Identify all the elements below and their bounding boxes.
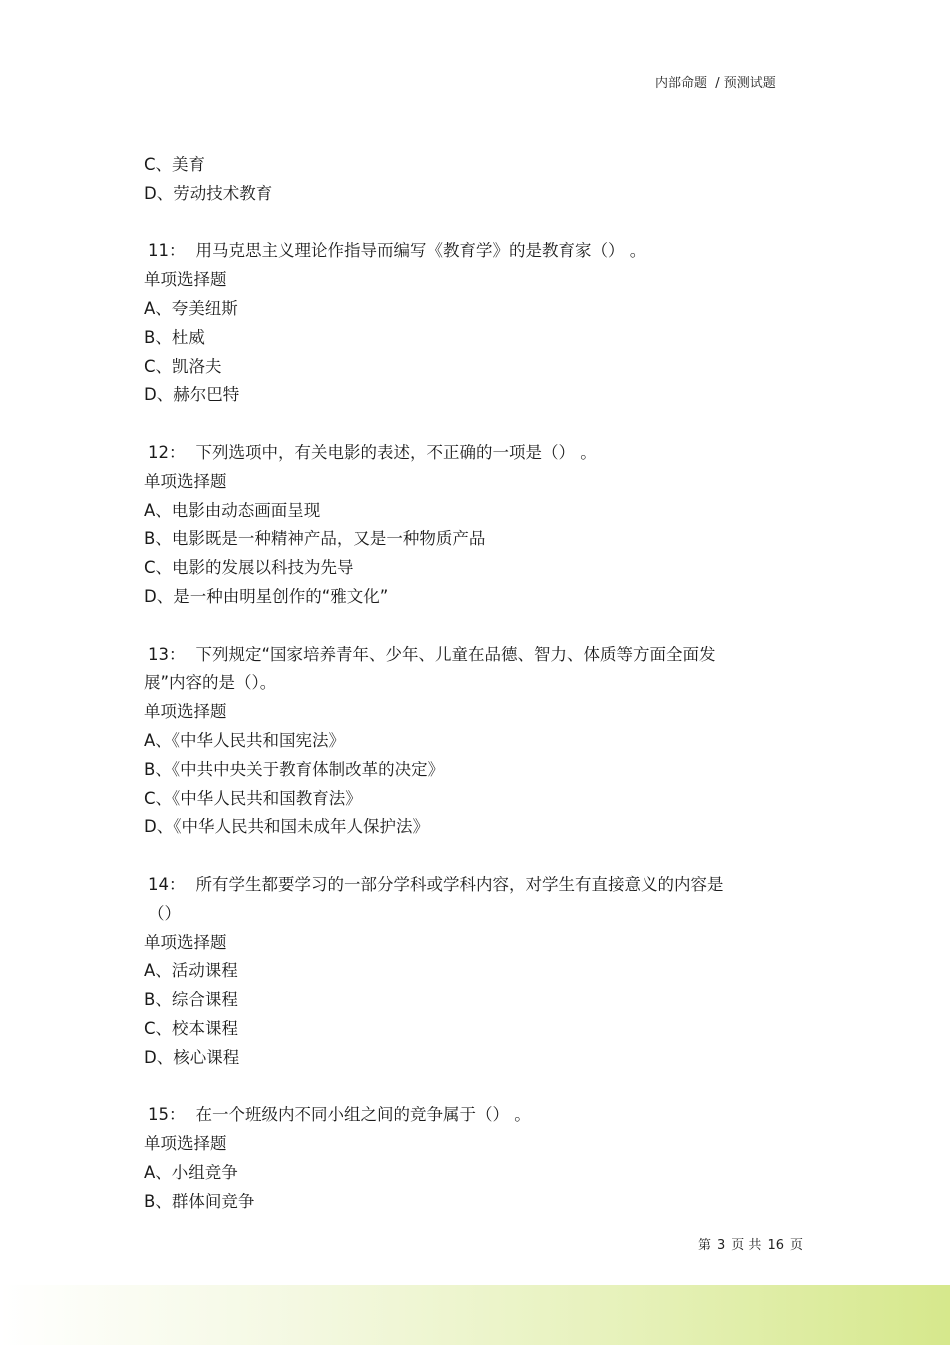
question-type: 单项选择题: [144, 270, 227, 290]
footer-suffix: 页: [789, 1238, 803, 1253]
option-d: D、是一种由明星创作的“雅文化”: [144, 586, 389, 606]
question-13: [144, 641, 784, 843]
option-a: A、小组竞争: [144, 1162, 238, 1182]
option-b: B、《中共中央关于教育体制改革的决定》: [144, 759, 445, 779]
question-number: 12：: [148, 442, 186, 462]
option-b: B、杜威: [144, 327, 205, 347]
document-content: [144, 151, 784, 1216]
option-d: D、《中华人民共和国未成年人保护法》: [144, 817, 429, 837]
question-11: [144, 237, 784, 410]
option-b: B、综合课程: [144, 990, 238, 1010]
option-d-prev: D、劳动技术教育: [144, 183, 273, 203]
question-text: [144, 641, 784, 670]
option-d: D、核心课程: [144, 1047, 240, 1067]
question-number: 13：: [148, 644, 186, 664]
footer-page-number: 3: [717, 1238, 726, 1253]
option-a: A、夸美纽斯: [144, 298, 238, 318]
footer-prefix: 第: [698, 1238, 712, 1253]
question-line: 用马克思主义理论作指导而编写《教育学》的是教育家（） 。: [195, 241, 647, 261]
question-14: [144, 871, 784, 1073]
page-footer: [698, 1234, 809, 1253]
question-line-2: 展”内容的是（）。: [144, 673, 277, 693]
question-type: 单项选择题: [144, 702, 227, 722]
option-c: C、校本课程: [144, 1018, 239, 1038]
question-line: 所有学生都要学习的一部分学科或学科内容，对学生有直接意义的内容是: [195, 874, 724, 894]
option-c-prev: C、美育: [144, 155, 206, 174]
question-text: [144, 871, 784, 900]
option-a: A、活动课程: [144, 961, 238, 981]
question-line-2: （）: [148, 903, 181, 923]
option-c: C、电影的发展以科技为先导: [144, 558, 354, 578]
question-line: 下列规定“国家培养青年、少年、儿童在品德、智力、体质等方面全面发: [195, 644, 716, 664]
option-a: A、《中华人民共和国宪法》: [144, 730, 346, 750]
option-d: D、赫尔巴特: [144, 385, 240, 405]
question-text: [144, 1101, 784, 1130]
option-a: A、电影由动态画面呈现: [144, 500, 321, 520]
question-type: 单项选择题: [144, 932, 227, 952]
option-c: C、凯洛夫: [144, 356, 222, 376]
footer-total-pages: 16: [767, 1238, 784, 1253]
footer-mid: 页 共: [731, 1238, 762, 1253]
question-text: [144, 237, 784, 266]
question-number: 14：: [148, 874, 186, 894]
question-type: 单项选择题: [144, 1134, 227, 1154]
page-header: 内部命题 / 预测试题: [655, 76, 776, 91]
question-type: 单项选择题: [144, 471, 227, 491]
question-15: [144, 1101, 784, 1216]
question-number: 11：: [148, 241, 186, 261]
question-text: [144, 439, 784, 468]
decorative-bottom-band: [0, 1285, 950, 1345]
option-b: B、电影既是一种精神产品，又是一种物质产品: [144, 529, 486, 549]
question-12: [144, 439, 784, 612]
question-line: 在一个班级内不同小组之间的竞争属于（） 。: [195, 1105, 531, 1125]
option-c: C、《中华人民共和国教育法》: [144, 788, 362, 808]
question-number: 15：: [148, 1105, 186, 1125]
option-b: B、群体间竞争: [144, 1191, 255, 1211]
question-line: 下列选项中，有关电影的表述，不正确的一项是（） 。: [195, 442, 597, 462]
